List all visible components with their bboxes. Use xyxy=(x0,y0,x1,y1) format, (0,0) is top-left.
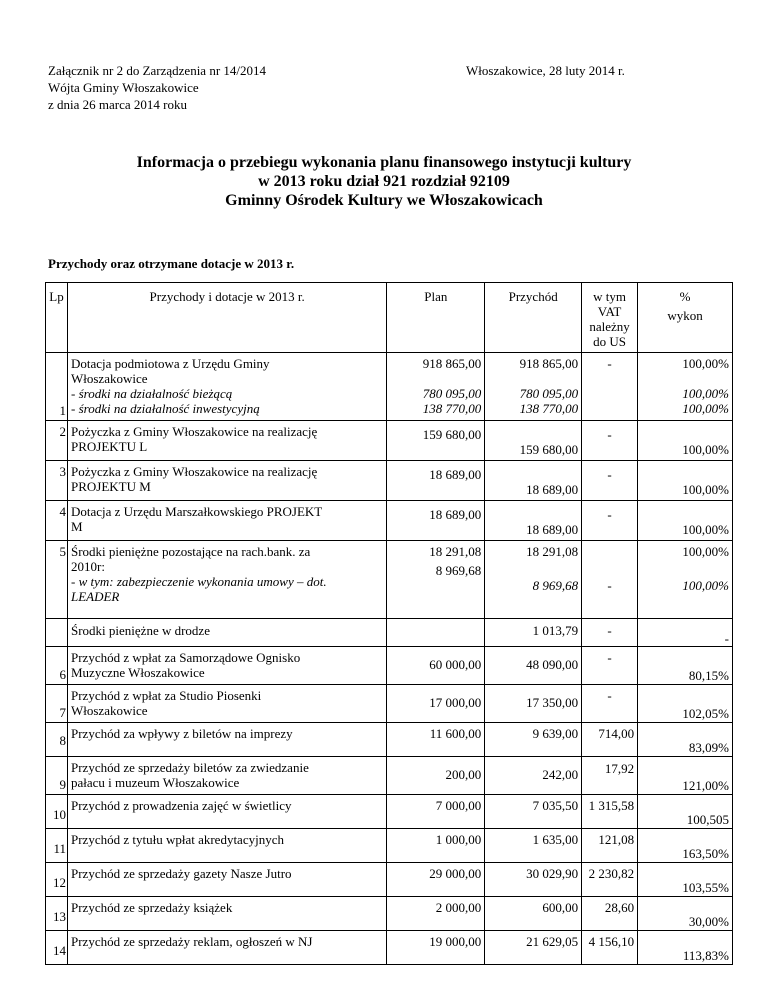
desc-line: Muzyczne Włoszakowice xyxy=(70,665,205,680)
row-income: 18 689,00 xyxy=(485,501,582,541)
row-lp: 10 xyxy=(46,795,68,829)
desc-line: PROJEKTU M xyxy=(70,479,151,494)
row-desc: Środki pieniężne w drodze xyxy=(67,619,386,647)
header-desc: Przychody i dotacje w 2013 r. xyxy=(67,283,386,353)
header-pct-line: wykon xyxy=(667,308,703,323)
table-row xyxy=(46,757,733,795)
row-plan xyxy=(387,619,485,647)
row-pct: 80,15% xyxy=(638,647,733,685)
row-vat: 714,00 xyxy=(582,723,638,757)
row-lp: 2 xyxy=(46,421,68,461)
title-line: w 2013 roku dział 921 rozdział 92109 xyxy=(258,173,510,190)
document-title xyxy=(0,153,768,210)
header-vat-line: do US xyxy=(593,334,627,349)
row-vat: 121,08 xyxy=(582,829,638,863)
row-income: 159 680,00 xyxy=(485,421,582,461)
row-pct: 102,05% xyxy=(638,685,733,723)
row-lp: 7 xyxy=(46,685,68,723)
row-lp: 6 xyxy=(46,647,68,685)
desc-line: pałacu i muzeum Włoszakowice xyxy=(70,775,240,790)
row-pct: 113,83% xyxy=(638,931,733,965)
value: 8 969,68 xyxy=(435,563,482,578)
income-table xyxy=(45,282,733,965)
row-pct: 100,505 xyxy=(638,795,733,829)
row-plan: 1 000,00 xyxy=(387,829,485,863)
desc-line: Przychód z wpłat za Studio Piosenki xyxy=(70,688,262,703)
table-row xyxy=(46,685,733,723)
row-pct: 100,00% xyxy=(638,461,733,501)
row-income: 600,00 xyxy=(485,897,582,931)
row-pct: 83,09% xyxy=(638,723,733,757)
table-row xyxy=(46,501,733,541)
header-pct xyxy=(638,283,733,353)
row-income: 30 029,90 xyxy=(485,863,582,897)
desc-line: - środki na działalność inwestycyjną xyxy=(70,401,260,416)
desc-line: M xyxy=(70,519,83,534)
row-income: 9 639,00 xyxy=(485,723,582,757)
row-lp xyxy=(46,619,68,647)
table-row xyxy=(46,897,733,931)
row-pct: 30,00% xyxy=(638,897,733,931)
desc-line: - środki na działalność bieżącą xyxy=(70,386,233,401)
row-plan: 11 600,00 xyxy=(387,723,485,757)
attachment-line: Załącznik nr 2 do Zarządzenia nr 14/2014 xyxy=(48,63,267,78)
row-pct: 103,55% xyxy=(638,863,733,897)
table-row xyxy=(46,723,733,757)
row-lp: 1 xyxy=(46,353,68,421)
header-income: Przychód xyxy=(485,283,582,353)
desc-line: Dotacja z Urzędu Marszałkowskiego PROJEKT xyxy=(70,504,323,519)
row-desc: Przychód ze sprzedaży książek xyxy=(67,897,386,931)
row-vat: 28,60 xyxy=(582,897,638,931)
row-income: 17 350,00 xyxy=(485,685,582,723)
row-desc xyxy=(67,421,386,461)
row-desc xyxy=(67,461,386,501)
table-row xyxy=(46,541,733,619)
desc-line: - w tym: zabezpieczenie wykonania umowy – dot. xyxy=(70,574,327,589)
row-income: 21 629,05 xyxy=(485,931,582,965)
row-income: 7 035,50 xyxy=(485,795,582,829)
value: 780 095,00 xyxy=(422,386,482,401)
header-pct-line: % xyxy=(679,289,691,304)
row-pct: 100,00% xyxy=(638,421,733,461)
row-income xyxy=(485,541,582,619)
row-plan: 2 000,00 xyxy=(387,897,485,931)
table-row xyxy=(46,931,733,965)
row-plan: 7 000,00 xyxy=(387,795,485,829)
value: 8 969,68 xyxy=(532,578,579,593)
row-plan: 19 000,00 xyxy=(387,931,485,965)
row-desc: Przychód za wpływy z biletów na imprezy xyxy=(67,723,386,757)
table-row xyxy=(46,863,733,897)
row-desc: Przychód z tytułu wpłat akredytacyjnych xyxy=(67,829,386,863)
desc-line: Włoszakowice xyxy=(70,703,148,718)
row-desc: Przychód z prowadzenia zajęć w świetlicy xyxy=(67,795,386,829)
row-vat: - xyxy=(582,353,638,421)
row-vat: - xyxy=(582,619,638,647)
value: 18 291,08 xyxy=(526,544,579,559)
desc-line: Przychód ze sprzedaży biletów za zwiedzanie xyxy=(70,760,309,775)
place-date: Włoszakowice, 28 luty 2014 r. xyxy=(466,63,625,78)
value: 100,00% xyxy=(682,578,729,593)
row-vat: - xyxy=(582,541,638,619)
row-plan: 17 000,00 xyxy=(387,685,485,723)
header-vat-line: VAT xyxy=(597,304,622,319)
row-desc: Przychód ze sprzedaży gazety Nasze Jutro xyxy=(67,863,386,897)
row-lp: 11 xyxy=(46,829,68,863)
row-vat: - xyxy=(582,647,638,685)
value: 100,00% xyxy=(682,386,729,401)
row-lp: 13 xyxy=(46,897,68,931)
row-income: 242,00 xyxy=(485,757,582,795)
desc-line: Pożyczka z Gminy Włoszakowice na realizację xyxy=(70,464,318,479)
row-plan: 60 000,00 xyxy=(387,647,485,685)
desc-line: Włoszakowice xyxy=(70,371,148,386)
row-plan: 18 689,00 xyxy=(387,461,485,501)
table-row xyxy=(46,795,733,829)
row-pct: 100,00% xyxy=(638,501,733,541)
row-income xyxy=(485,353,582,421)
desc-line: PROJEKTU L xyxy=(70,439,148,454)
row-desc xyxy=(67,541,386,619)
row-vat: 2 230,82 xyxy=(582,863,638,897)
value: 780 095,00 xyxy=(519,386,579,401)
row-plan xyxy=(387,541,485,619)
row-income: 48 090,00 xyxy=(485,647,582,685)
row-plan xyxy=(387,353,485,421)
header-vat-line: w tym xyxy=(593,289,627,304)
row-lp: 5 xyxy=(46,541,68,619)
table-row xyxy=(46,619,733,647)
row-pct: 121,00% xyxy=(638,757,733,795)
desc-line: Środki pieniężne pozostające na rach.bank. za xyxy=(70,544,311,559)
row-vat: - xyxy=(582,461,638,501)
row-lp: 3 xyxy=(46,461,68,501)
row-pct: - xyxy=(638,619,733,647)
desc-line: Dotacja podmiotowa z Urzędu Gminy xyxy=(70,356,270,371)
row-desc xyxy=(67,353,386,421)
row-plan: 29 000,00 xyxy=(387,863,485,897)
value: 918 865,00 xyxy=(519,356,579,371)
row-desc xyxy=(67,501,386,541)
desc-line: Przychód z wpłat za Samorządowe Ognisko xyxy=(70,650,301,665)
header-plan: Plan xyxy=(387,283,485,353)
row-plan: 159 680,00 xyxy=(387,421,485,461)
table-row xyxy=(46,829,733,863)
row-lp: 4 xyxy=(46,501,68,541)
row-vat: - xyxy=(582,421,638,461)
row-desc: Przychód ze sprzedaży reklam, ogłoszeń w NJ xyxy=(67,931,386,965)
value: 18 291,08 xyxy=(429,544,482,559)
row-lp: 12 xyxy=(46,863,68,897)
table-header-row xyxy=(46,283,733,353)
row-lp: 8 xyxy=(46,723,68,757)
row-vat: - xyxy=(582,685,638,723)
row-pct xyxy=(638,541,733,619)
row-plan: 200,00 xyxy=(387,757,485,795)
title-line: Informacja o przebiegu wykonania planu finansowego instytucji kultury xyxy=(136,154,632,171)
value: 918 865,00 xyxy=(422,356,482,371)
row-vat: 4 156,10 xyxy=(582,931,638,965)
value: 138 770,00 xyxy=(422,401,482,416)
row-vat: 17,92 xyxy=(582,757,638,795)
desc-line: Pożyczka z Gminy Włoszakowice na realizację xyxy=(70,424,318,439)
row-income: 1 013,79 xyxy=(485,619,582,647)
row-lp: 9 xyxy=(46,757,68,795)
table-row xyxy=(46,421,733,461)
attachment-line: z dnia 26 marca 2014 roku xyxy=(48,97,187,112)
row-pct: 163,50% xyxy=(638,829,733,863)
attachment-line: Wójta Gminy Włoszakowice xyxy=(48,80,199,95)
header-vat-line: należny xyxy=(589,319,630,334)
table-row xyxy=(46,353,733,421)
desc-line: LEADER xyxy=(70,589,120,604)
row-lp: 14 xyxy=(46,931,68,965)
row-plan: 18 689,00 xyxy=(387,501,485,541)
row-vat: 1 315,58 xyxy=(582,795,638,829)
row-vat: - xyxy=(582,501,638,541)
row-desc xyxy=(67,647,386,685)
header-vat xyxy=(582,283,638,353)
attachment-header xyxy=(48,62,266,113)
row-desc xyxy=(67,757,386,795)
section-title: Przychody oraz otrzymane dotacje w 2013 r. xyxy=(48,256,295,271)
table-row xyxy=(46,461,733,501)
row-pct xyxy=(638,353,733,421)
row-income: 1 635,00 xyxy=(485,829,582,863)
value: 100,00% xyxy=(682,401,729,416)
table-row xyxy=(46,647,733,685)
value: 100,00% xyxy=(682,544,729,559)
title-line: Gminny Ośrodek Kultury we Włoszakowicach xyxy=(225,192,543,209)
header-lp: Lp xyxy=(46,283,68,353)
value: 138 770,00 xyxy=(519,401,579,416)
row-income: 18 689,00 xyxy=(485,461,582,501)
value: 100,00% xyxy=(682,356,729,371)
desc-line: 2010r: xyxy=(70,559,105,574)
row-desc xyxy=(67,685,386,723)
